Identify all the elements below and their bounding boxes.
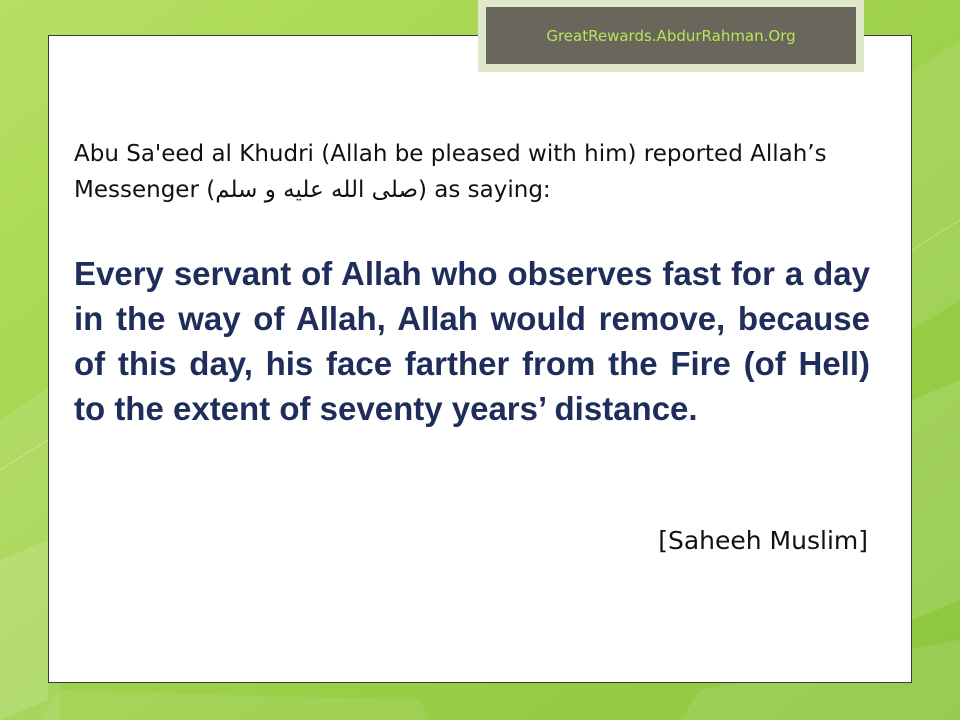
- narrator-intro: [74, 136, 870, 208]
- hadith-text: Every servant of Allah who observes fast for a day in the way of Allah, Allah would remove, because of this day, his face farther from the Fire (of Hell) to the extent of seventy years’ distance.: [74, 255, 870, 427]
- intro-text-start: Abu Sa'eed al Khudri (Allah be pleased with him) reported Allah’s Messenger (: [74, 141, 827, 203]
- site-tag-label: GreatRewards.AbdurRahman.Org: [486, 7, 856, 64]
- arabic-salutation: صلى الله عليه و سلم: [215, 177, 418, 203]
- site-tag: [478, 0, 864, 72]
- intro-text-end: ) as saying:: [418, 177, 551, 203]
- source-citation: [Saheeh Muslim]: [658, 526, 868, 555]
